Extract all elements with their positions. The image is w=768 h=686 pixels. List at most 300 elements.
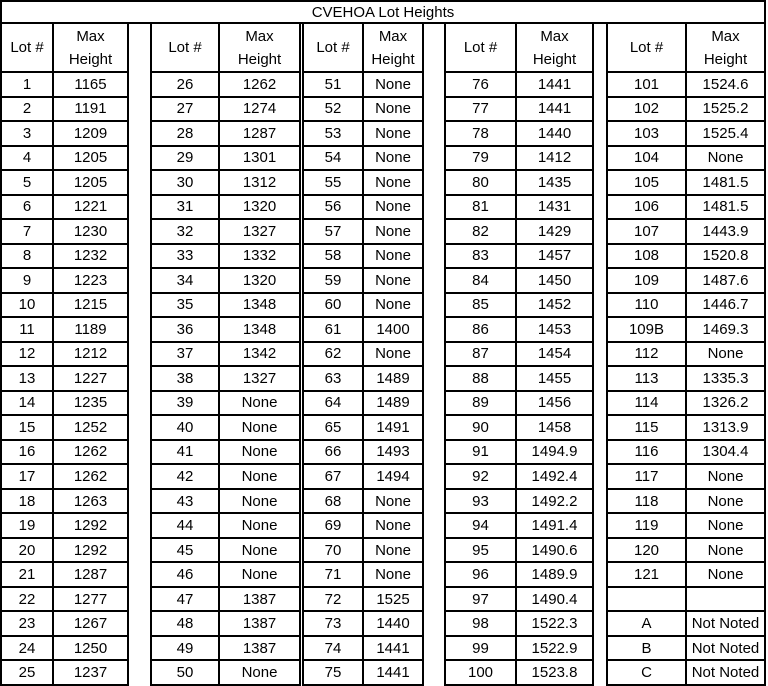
lot-number-cell: 60 bbox=[304, 294, 364, 317]
lot-number-cell: 66 bbox=[304, 441, 364, 464]
lot-number-cell: 114 bbox=[608, 392, 687, 415]
lot-number-cell: 9 bbox=[2, 269, 54, 292]
max-height-cell: 1489.9 bbox=[531, 566, 578, 584]
lot-number-cell: 53 bbox=[304, 122, 364, 145]
table-row bbox=[446, 514, 592, 539]
max-height-cell: None bbox=[707, 566, 744, 584]
max-height-cell: 1262 bbox=[73, 468, 108, 485]
table-row bbox=[304, 220, 422, 245]
lot-number-cell: 103 bbox=[608, 122, 687, 145]
table-row bbox=[446, 245, 592, 270]
table-row bbox=[304, 563, 422, 588]
table-row bbox=[2, 637, 127, 662]
lot-number-cell: 47 bbox=[152, 588, 220, 611]
table-row bbox=[608, 367, 764, 392]
max-height-cell: 1312 bbox=[242, 173, 277, 191]
max-height-cell: 1412 bbox=[537, 149, 572, 167]
max-height-cell: 1227 bbox=[73, 369, 108, 387]
table-row bbox=[2, 73, 127, 98]
max-height-cell: 1400 bbox=[376, 320, 410, 338]
max-height-cell: 1440 bbox=[376, 615, 410, 633]
table-row bbox=[446, 490, 592, 515]
lot-number-cell: 85 bbox=[446, 294, 517, 317]
lot-number-cell: 14 bbox=[2, 392, 54, 415]
max-height-cell: Not Noted bbox=[691, 615, 760, 633]
max-height-cell: 1304.4 bbox=[702, 443, 749, 461]
table-row bbox=[608, 588, 764, 613]
max-height-cell: None bbox=[375, 247, 411, 265]
max-height-cell: None bbox=[707, 517, 744, 535]
table-row bbox=[304, 294, 422, 319]
max-height-cell: None bbox=[707, 345, 744, 363]
table-row bbox=[2, 122, 127, 147]
table-row bbox=[152, 392, 299, 417]
table-row bbox=[2, 588, 127, 613]
max-height-cell: None bbox=[375, 173, 411, 191]
table-row bbox=[152, 539, 299, 564]
max-height-cell: 1327 bbox=[242, 369, 277, 387]
table-row bbox=[304, 514, 422, 539]
table-row bbox=[152, 661, 299, 684]
max-height-cell: 1446.7 bbox=[702, 296, 749, 314]
max-height-cell: 1490.6 bbox=[531, 541, 578, 559]
lot-number-cell: 27 bbox=[152, 98, 220, 121]
table-row bbox=[304, 465, 422, 490]
max-height-cell: 1320 bbox=[242, 198, 277, 216]
max-height-cell: 1441 bbox=[537, 100, 572, 118]
lot-number-cell: 80 bbox=[446, 171, 517, 194]
table-row bbox=[304, 612, 422, 637]
max-height-cell: None bbox=[375, 124, 411, 142]
table-row bbox=[152, 490, 299, 515]
max-height-cell: 1205 bbox=[73, 173, 108, 191]
table-row bbox=[608, 416, 764, 441]
table-row bbox=[608, 171, 764, 196]
lot-number-cell: 30 bbox=[152, 171, 220, 194]
table-row bbox=[446, 98, 592, 123]
table-row bbox=[152, 196, 299, 221]
lot-number-cell: 95 bbox=[446, 539, 517, 562]
lot-number-cell: 73 bbox=[304, 612, 364, 635]
max-height-cell: 1431 bbox=[537, 198, 572, 216]
table-row bbox=[304, 367, 422, 392]
lot-number-cell: 117 bbox=[608, 465, 687, 488]
table-row bbox=[446, 588, 592, 613]
lot-number-cell: 88 bbox=[446, 367, 517, 390]
max-height-cell: None bbox=[241, 492, 278, 510]
table-row bbox=[152, 441, 299, 466]
table-row bbox=[2, 490, 127, 515]
lot-number-cell: 46 bbox=[152, 563, 220, 586]
table-row bbox=[152, 122, 299, 147]
max-height-cell: 1189 bbox=[74, 320, 107, 338]
table-row bbox=[304, 171, 422, 196]
max-height-cell: None bbox=[375, 492, 411, 510]
table-row bbox=[152, 588, 299, 613]
table-row bbox=[304, 73, 422, 98]
max-height-cell: 1387 bbox=[242, 639, 277, 657]
table-row bbox=[608, 514, 764, 539]
lot-number-cell: 29 bbox=[152, 147, 220, 170]
max-height-cell: 1524.6 bbox=[702, 75, 749, 93]
max-height-cell: 1523.8 bbox=[531, 664, 578, 682]
lot-number-cell: 99 bbox=[446, 637, 517, 660]
max-height-cell: 1525 bbox=[376, 590, 410, 608]
table-row bbox=[446, 367, 592, 392]
lot-number-cell: 6 bbox=[2, 196, 54, 219]
max-height-cell: None bbox=[241, 664, 278, 682]
lot-number-cell: 90 bbox=[446, 416, 517, 439]
lot-number-cell: 101 bbox=[608, 73, 687, 96]
lot-number-cell: 15 bbox=[2, 416, 54, 439]
lot-number-cell: 28 bbox=[152, 122, 220, 145]
table-row bbox=[608, 612, 764, 637]
max-height-header: Max Height bbox=[68, 27, 113, 68]
lot-number-cell: 12 bbox=[2, 343, 54, 366]
max-height-cell: None bbox=[375, 296, 411, 314]
max-height-cell: 1292 bbox=[73, 517, 108, 535]
lot-number-cell: 81 bbox=[446, 196, 517, 219]
lot-number-cell: 63 bbox=[304, 367, 364, 390]
max-height-cell: 1332 bbox=[242, 247, 277, 265]
table-row bbox=[608, 196, 764, 221]
lot-number-cell: 45 bbox=[152, 539, 220, 562]
table-row bbox=[608, 563, 764, 588]
lot-number-cell: 19 bbox=[2, 514, 54, 537]
table-row bbox=[2, 98, 127, 123]
lot-number-cell: 2 bbox=[2, 98, 54, 121]
lot-number-cell: 74 bbox=[304, 637, 364, 660]
lot-number-header: Lot # bbox=[152, 24, 220, 71]
table-row bbox=[2, 220, 127, 245]
table-row bbox=[2, 539, 127, 564]
table-row bbox=[152, 367, 299, 392]
lot-number-cell: 16 bbox=[2, 441, 54, 464]
max-height-cell: 1435 bbox=[537, 173, 572, 191]
lot-number-cell: 94 bbox=[446, 514, 517, 537]
table-block-4 bbox=[444, 24, 594, 686]
lot-number-cell: 82 bbox=[446, 220, 517, 243]
max-height-cell: None bbox=[241, 566, 278, 584]
max-height-cell bbox=[687, 588, 764, 611]
table-row bbox=[304, 245, 422, 270]
max-height-cell: 1212 bbox=[73, 345, 108, 363]
max-height-header: Max Height bbox=[532, 27, 577, 68]
max-height-cell: 1441 bbox=[376, 639, 410, 657]
table-row bbox=[152, 318, 299, 343]
table-row bbox=[446, 122, 592, 147]
table-row bbox=[608, 637, 764, 662]
max-height-cell: 1165 bbox=[74, 75, 107, 93]
table-row bbox=[446, 318, 592, 343]
lot-number-cell: 37 bbox=[152, 343, 220, 366]
table-block-5 bbox=[606, 24, 766, 686]
table-row bbox=[304, 392, 422, 417]
lot-number-cell: 68 bbox=[304, 490, 364, 513]
column-header bbox=[446, 24, 592, 73]
max-height-cell: 1452 bbox=[537, 296, 572, 314]
lot-number-cell: 75 bbox=[304, 661, 364, 684]
lot-number-header: Lot # bbox=[608, 24, 687, 71]
max-height-cell: Not Noted bbox=[691, 664, 760, 682]
max-height-cell: 1250 bbox=[73, 639, 108, 657]
max-height-cell: 1320 bbox=[242, 271, 277, 289]
max-height-cell: 1454 bbox=[537, 345, 572, 363]
table-row bbox=[446, 171, 592, 196]
max-height-cell: 1301 bbox=[242, 149, 277, 167]
table-row bbox=[152, 637, 299, 662]
max-height-header: Max Height bbox=[371, 27, 415, 68]
lot-number-cell: 13 bbox=[2, 367, 54, 390]
table-row bbox=[608, 441, 764, 466]
table-row bbox=[2, 612, 127, 637]
table-row bbox=[304, 343, 422, 368]
lot-number-cell: 44 bbox=[152, 514, 220, 537]
table-row bbox=[446, 416, 592, 441]
max-height-cell: 1205 bbox=[73, 149, 108, 167]
lot-number-cell: 49 bbox=[152, 637, 220, 660]
max-height-cell: 1223 bbox=[73, 271, 108, 289]
max-height-cell: 1494 bbox=[376, 468, 410, 485]
max-height-cell: None bbox=[241, 541, 278, 559]
lot-number-cell: 21 bbox=[2, 563, 54, 586]
max-height-cell: 1235 bbox=[73, 394, 108, 412]
table-row bbox=[152, 98, 299, 123]
lot-number-cell: 106 bbox=[608, 196, 687, 219]
lot-number-cell: 83 bbox=[446, 245, 517, 268]
table-row bbox=[2, 318, 127, 343]
lot-number-cell: 84 bbox=[446, 269, 517, 292]
max-height-cell: 1520.8 bbox=[702, 247, 749, 265]
lot-number-cell: 25 bbox=[2, 661, 54, 684]
max-height-cell: 1490.4 bbox=[531, 590, 578, 608]
max-height-cell: 1487.6 bbox=[702, 271, 749, 289]
lot-number-cell: B bbox=[608, 637, 687, 660]
table-row bbox=[152, 220, 299, 245]
table-row bbox=[2, 514, 127, 539]
max-height-cell: 1267 bbox=[73, 615, 108, 633]
table-row bbox=[446, 73, 592, 98]
lot-number-cell: 61 bbox=[304, 318, 364, 341]
max-height-cell: None bbox=[375, 149, 411, 167]
table-row bbox=[446, 392, 592, 417]
max-height-cell: 1429 bbox=[537, 222, 572, 240]
max-height-cell: 1263 bbox=[73, 492, 108, 510]
lot-number-cell bbox=[608, 588, 687, 611]
lot-number-cell: 92 bbox=[446, 465, 517, 488]
max-height-cell: 1525.4 bbox=[702, 124, 749, 142]
lot-number-cell: 1 bbox=[2, 73, 54, 96]
table-row bbox=[608, 245, 764, 270]
column-header bbox=[304, 24, 422, 73]
lot-number-cell: 119 bbox=[608, 514, 687, 537]
lot-number-cell: 35 bbox=[152, 294, 220, 317]
max-height-cell: 1441 bbox=[376, 664, 410, 682]
lot-number-cell: 112 bbox=[608, 343, 687, 366]
table-row bbox=[608, 73, 764, 98]
lot-number-cell: 32 bbox=[152, 220, 220, 243]
table-row bbox=[152, 343, 299, 368]
lot-number-cell: 70 bbox=[304, 539, 364, 562]
table-row bbox=[608, 392, 764, 417]
table-row bbox=[608, 269, 764, 294]
table-row bbox=[446, 269, 592, 294]
max-height-cell: 1277 bbox=[73, 590, 108, 608]
table-row bbox=[304, 318, 422, 343]
lot-number-cell: 120 bbox=[608, 539, 687, 562]
lot-number-cell: 34 bbox=[152, 269, 220, 292]
lot-number-cell: 96 bbox=[446, 563, 517, 586]
max-height-cell: 1491 bbox=[376, 418, 410, 436]
table-block-2 bbox=[150, 24, 301, 686]
table-row bbox=[446, 196, 592, 221]
max-height-cell: 1494.9 bbox=[531, 443, 578, 461]
table-row bbox=[152, 563, 299, 588]
lot-number-cell: 58 bbox=[304, 245, 364, 268]
table-row bbox=[152, 416, 299, 441]
max-height-cell: None bbox=[375, 541, 411, 559]
table-row bbox=[2, 367, 127, 392]
lot-number-cell: 89 bbox=[446, 392, 517, 415]
table-row bbox=[608, 465, 764, 490]
max-height-cell: 1221 bbox=[73, 198, 108, 216]
max-height-cell: 1327 bbox=[242, 222, 277, 240]
max-height-cell: 1262 bbox=[242, 75, 277, 93]
lot-number-cell: 104 bbox=[608, 147, 687, 170]
table-title: CVEHOA Lot Heights bbox=[0, 0, 766, 24]
max-height-cell: 1313.9 bbox=[702, 418, 749, 436]
lot-number-cell: 17 bbox=[2, 465, 54, 488]
table-row bbox=[446, 563, 592, 588]
table-row bbox=[446, 147, 592, 172]
table-row bbox=[2, 171, 127, 196]
table-row bbox=[304, 196, 422, 221]
lot-number-cell: 31 bbox=[152, 196, 220, 219]
max-height-cell: 1492.4 bbox=[531, 468, 578, 485]
max-height-cell: 1440 bbox=[537, 124, 572, 142]
max-height-cell: 1252 bbox=[73, 418, 108, 436]
max-height-cell: 1493 bbox=[376, 443, 410, 461]
table-row bbox=[446, 661, 592, 684]
table-row bbox=[608, 318, 764, 343]
table-row bbox=[152, 73, 299, 98]
table-row bbox=[304, 98, 422, 123]
table-row bbox=[446, 465, 592, 490]
max-height-cell: 1326.2 bbox=[702, 394, 749, 412]
column-header bbox=[608, 24, 764, 73]
table-row bbox=[152, 294, 299, 319]
lot-number-cell: 79 bbox=[446, 147, 517, 170]
table-row bbox=[2, 147, 127, 172]
lot-number-cell: 64 bbox=[304, 392, 364, 415]
lot-number-cell: 39 bbox=[152, 392, 220, 415]
lot-number-cell: 116 bbox=[608, 441, 687, 464]
max-height-cell: None bbox=[375, 566, 411, 584]
table-row bbox=[608, 122, 764, 147]
max-height-cell: None bbox=[707, 541, 744, 559]
max-height-cell: 1491.4 bbox=[531, 517, 578, 535]
lot-number-cell: 102 bbox=[608, 98, 687, 121]
lot-number-cell: 3 bbox=[2, 122, 54, 145]
lot-number-cell: 121 bbox=[608, 563, 687, 586]
table-row bbox=[446, 612, 592, 637]
lot-number-cell: 87 bbox=[446, 343, 517, 366]
max-height-cell: 1522.3 bbox=[531, 615, 578, 633]
max-height-cell: 1489 bbox=[376, 369, 410, 387]
max-height-cell: 1287 bbox=[242, 124, 277, 142]
max-height-header: Max Height bbox=[237, 27, 282, 68]
table-row bbox=[2, 294, 127, 319]
table-row bbox=[152, 245, 299, 270]
lot-number-cell: 22 bbox=[2, 588, 54, 611]
max-height-cell: 1456 bbox=[537, 394, 572, 412]
lot-number-cell: 4 bbox=[2, 147, 54, 170]
lot-number-cell: 71 bbox=[304, 563, 364, 586]
table-row bbox=[304, 661, 422, 684]
max-height-cell: 1348 bbox=[242, 320, 277, 338]
table-row bbox=[608, 147, 764, 172]
lot-number-cell: 98 bbox=[446, 612, 517, 635]
max-height-cell: 1191 bbox=[74, 100, 107, 118]
max-height-cell: None bbox=[707, 468, 744, 485]
table-row bbox=[304, 539, 422, 564]
table-row bbox=[2, 343, 127, 368]
table-row bbox=[2, 416, 127, 441]
lot-number-cell: 93 bbox=[446, 490, 517, 513]
max-height-cell: None bbox=[241, 468, 278, 485]
table-block-3 bbox=[302, 24, 424, 686]
table-row bbox=[304, 416, 422, 441]
lot-number-cell: 23 bbox=[2, 612, 54, 635]
lot-number-header: Lot # bbox=[446, 24, 517, 71]
lot-number-cell: 100 bbox=[446, 661, 517, 684]
lot-number-cell: 105 bbox=[608, 171, 687, 194]
table-row bbox=[2, 269, 127, 294]
max-height-cell: 1469.3 bbox=[702, 320, 749, 338]
max-height-cell: 1458 bbox=[537, 418, 572, 436]
table-row bbox=[152, 612, 299, 637]
max-height-cell: 1387 bbox=[242, 615, 277, 633]
max-height-cell: 1274 bbox=[242, 100, 277, 118]
max-height-cell: 1453 bbox=[537, 320, 572, 338]
lot-number-cell: 108 bbox=[608, 245, 687, 268]
max-height-cell: None bbox=[707, 149, 744, 167]
column-header bbox=[2, 24, 127, 73]
max-height-cell: 1455 bbox=[537, 369, 572, 387]
lot-number-cell: 115 bbox=[608, 416, 687, 439]
lot-number-cell: A bbox=[608, 612, 687, 635]
lot-number-cell: 62 bbox=[304, 343, 364, 366]
table-row bbox=[608, 539, 764, 564]
table-row bbox=[608, 98, 764, 123]
table-row bbox=[304, 147, 422, 172]
table-row bbox=[304, 490, 422, 515]
lot-number-cell: 7 bbox=[2, 220, 54, 243]
max-height-cell: 1481.5 bbox=[702, 198, 749, 216]
lot-number-cell: 113 bbox=[608, 367, 687, 390]
lot-number-cell: 26 bbox=[152, 73, 220, 96]
lot-number-header: Lot # bbox=[2, 24, 54, 71]
lot-number-cell: 110 bbox=[608, 294, 687, 317]
lot-number-cell: 69 bbox=[304, 514, 364, 537]
lot-number-cell: 55 bbox=[304, 171, 364, 194]
max-height-cell: 1441 bbox=[537, 75, 572, 93]
table-row bbox=[152, 514, 299, 539]
table-row bbox=[608, 490, 764, 515]
table-row bbox=[2, 661, 127, 684]
lot-number-cell: 41 bbox=[152, 441, 220, 464]
table-row bbox=[2, 441, 127, 466]
